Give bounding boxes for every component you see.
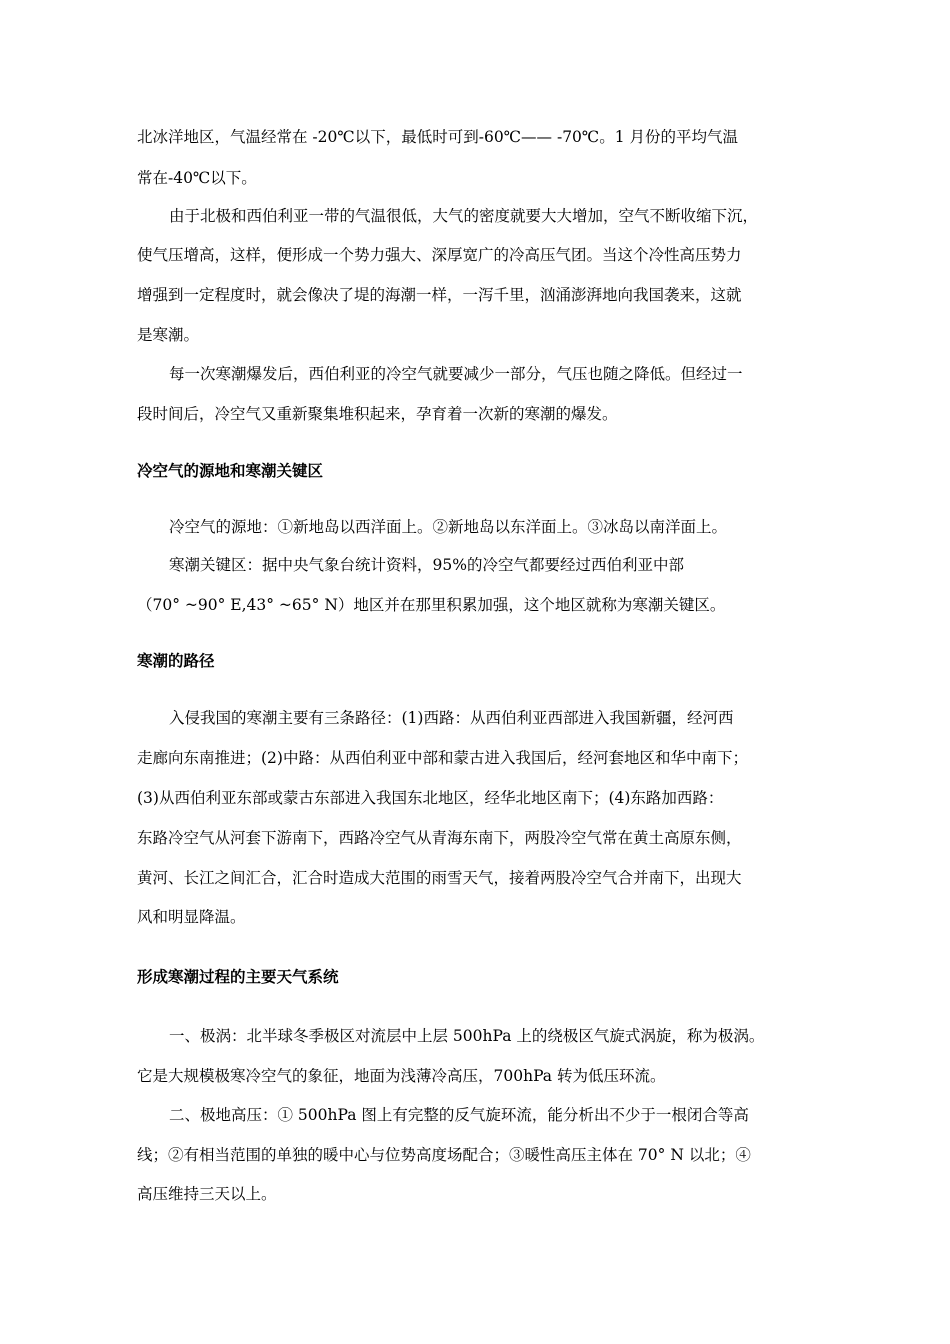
paragraph-line: 高压维持三天以上。 xyxy=(137,1185,277,1203)
paragraph-line: 风和明显降温。 xyxy=(137,908,246,926)
paragraph-line: 一、极涡：北半球冬季极区对流层中上层 500hPa 上的绕极区气旋式涡旋，称为极涡。 xyxy=(169,1027,765,1045)
paragraph-line: 冷空气的源地：①新地岛以西洋面上。②新地岛以东洋面上。③冰岛以南洋面上。 xyxy=(169,518,728,536)
section-heading-weather-systems: 形成寒潮过程的主要天气系统 xyxy=(137,968,339,986)
paragraph-line: 寒潮关键区：据中央气象台统计资料，95%的冷空气都要经过西伯利亚中部 xyxy=(169,556,684,574)
paragraph-line: 东路冷空气从河套下游南下，西路冷空气从青海东南下，两股冷空气常在黄土高原东侧， xyxy=(137,829,742,847)
section-heading-cold-wave-path: 寒潮的路径 xyxy=(137,652,215,670)
paragraph-line: 线；②有相当范围的单独的暖中心与位势高度场配合；③暖性高压主体在 70° N 以北；④ xyxy=(137,1146,751,1164)
paragraph-line: （70° ~90° E,43° ~65° N）地区并在那里积累加强，这个地区就称为寒潮关键区。 xyxy=(137,596,726,614)
paragraph-line: 走廊向东南推进；(2)中路：从西伯利亚中部和蒙古进入我国后，经河套地区和华中南下； xyxy=(137,749,748,767)
paragraph-line: 二、极地高压：① 500hPa 图上有完整的反气旋环流，能分析出不少于一根闭合等高 xyxy=(169,1106,749,1124)
paragraph-line: 每一次寒潮爆发后，西伯利亚的冷空气就要减少一部分，气压也随之降低。但经过一 xyxy=(169,365,743,383)
paragraph-line: 黄河、长江之间汇合，汇合时造成大范围的雨雪天气，接着两股冷空气合并南下，出现大 xyxy=(137,869,742,887)
paragraph-line: 增强到一定程度时，就会像决了堤的海潮一样，一泻千里，汹涌澎湃地向我国袭来，这就 xyxy=(137,286,742,304)
paragraph-line: 使气压增高，这样，便形成一个势力强大、深厚宽广的冷高压气团。当这个冷性高压势力 xyxy=(137,246,742,264)
paragraph-line: 由于北极和西伯利亚一带的气温很低，大气的密度就要大大增加，空气不断收缩下沉， xyxy=(169,207,759,225)
paragraph-line: 段时间后，冷空气又重新聚集堆积起来，孕育着一次新的寒潮的爆发。 xyxy=(137,405,618,423)
section-heading-cold-air-source: 冷空气的源地和寒潮关键区 xyxy=(137,462,324,480)
paragraph-line: 北冰洋地区，气温经常在 -20℃以下，最低时可到-60℃—— -70℃。1 月份的平均气温 xyxy=(137,128,739,146)
paragraph-line: (3)从西伯利亚东部或蒙古东部进入我国东北地区，经华北地区南下；(4)东路加西路： xyxy=(137,789,724,807)
paragraph-line: 常在-40℃以下。 xyxy=(137,169,257,187)
paragraph-line: 入侵我国的寒潮主要有三条路径：(1)西路：从西伯利亚西部进入我国新疆，经河西 xyxy=(169,709,734,727)
paragraph-line: 它是大规模极寒冷空气的象征，地面为浅薄冷高压，700hPa 转为低压环流。 xyxy=(137,1067,666,1085)
paragraph-line: 是寒潮。 xyxy=(137,326,200,344)
